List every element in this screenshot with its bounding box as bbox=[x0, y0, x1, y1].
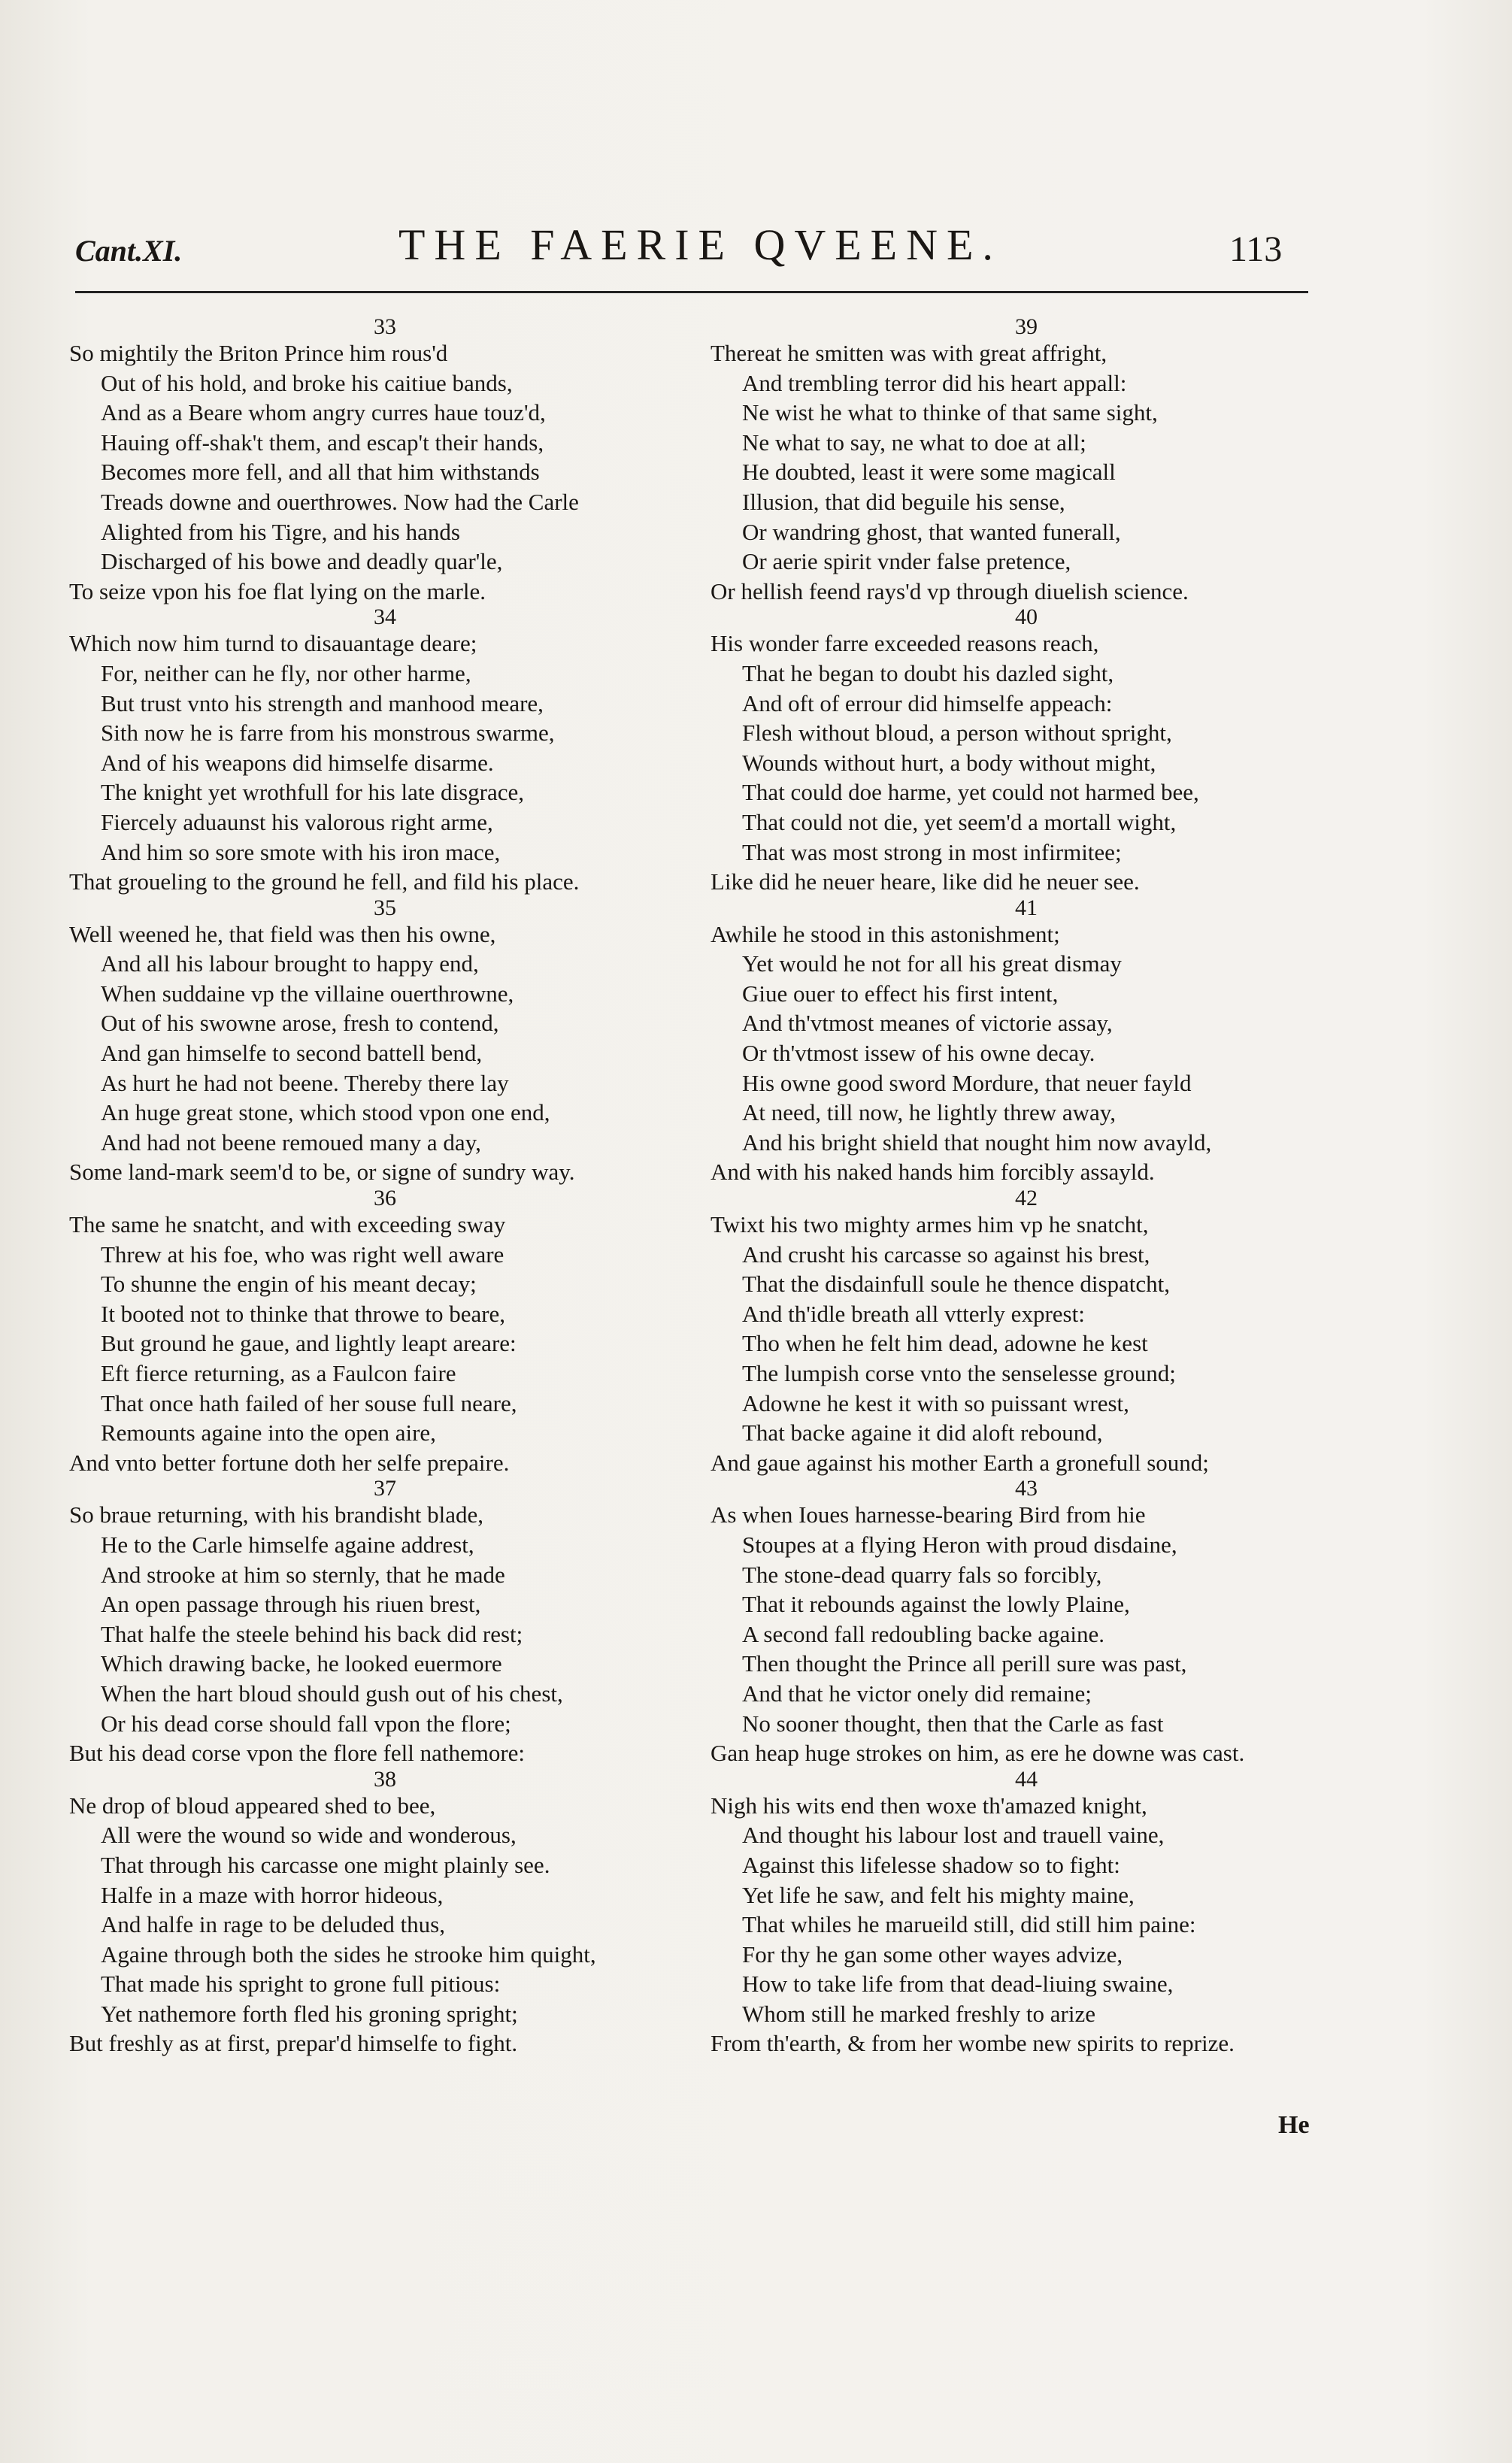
stanza bbox=[711, 316, 1312, 606]
verse-line: How to take life from that dead-liuing swaine, bbox=[742, 1971, 1174, 1998]
verse-line: Ne wist he what to thinke of that same sight, bbox=[742, 399, 1158, 426]
verse-line: And with his naked hands him forcibly assayld. bbox=[711, 1159, 1155, 1186]
verse-line: Or hellish feend rays'd vp through diuelish science. bbox=[711, 577, 1189, 604]
verse-line: And vnto better fortune doth her selfe prepaire. bbox=[69, 1449, 510, 1476]
verse-line: Illusion, that did beguile his sense, bbox=[742, 488, 1065, 515]
verse-line: From th'earth, & from her wombe new spirits to reprize. bbox=[711, 2030, 1235, 2057]
verse-line: Adowne he kest it with so puissant wrest, bbox=[742, 1389, 1129, 1416]
verse-line: The stone-dead quarry fals so forcibly, bbox=[742, 1561, 1102, 1588]
running-title: THE FAERIE QVEENE. bbox=[398, 220, 1002, 269]
verse-line: The lumpish corse vnto the senselesse ground; bbox=[742, 1360, 1176, 1386]
stanza-number: 44 bbox=[1015, 1766, 1038, 1792]
verse-line: Out of his swowne arose, fresh to contend, bbox=[101, 1010, 499, 1037]
verse-line: But ground he gaue, and lightly leapt areare: bbox=[101, 1330, 517, 1357]
verse-line: Twixt his two mighty armes him vp he snatcht, bbox=[711, 1211, 1149, 1238]
verse-line: And all his labour brought to happy end, bbox=[101, 950, 479, 977]
verse-line: That the disdainfull soule he thence dispatcht, bbox=[742, 1271, 1171, 1298]
stanza-number: 38 bbox=[374, 1766, 396, 1792]
verse-line: Wounds without hurt, a body without might, bbox=[742, 749, 1156, 776]
verse-line: Against this lifelesse shadow so to fight: bbox=[742, 1851, 1120, 1878]
verse-line: And th'idle breath all vtterly exprest: bbox=[742, 1300, 1085, 1327]
verse-line: He to the Carle himselfe againe addrest, bbox=[101, 1531, 474, 1558]
verse-line: And trembling terror did his heart appall: bbox=[742, 369, 1127, 396]
verse-line: Thereat he smitten was with great affright, bbox=[711, 340, 1107, 366]
stanza-number: 40 bbox=[1015, 604, 1038, 630]
verse-line: Alighted from his Tigre, and his hands bbox=[101, 518, 460, 545]
stanza-number: 36 bbox=[374, 1186, 396, 1211]
verse-line: Halfe in a maze with horror hideous, bbox=[101, 1881, 444, 1908]
right-column bbox=[711, 316, 1312, 2059]
verse-line: And oft of errour did himselfe appeach: bbox=[742, 689, 1113, 716]
verse-line: To seize vpon his foe flat lying on the marle. bbox=[69, 577, 486, 604]
verse-line: That groueling to the ground he fell, and fild his place. bbox=[69, 868, 580, 895]
verse-line: When suddaine vp the villaine ouerthrowne, bbox=[101, 980, 514, 1007]
verse-line: And thought his labour lost and trauell vaine, bbox=[742, 1822, 1165, 1849]
verse-line: Fiercely aduaunst his valorous right arme, bbox=[101, 808, 493, 835]
verse-line: The knight yet wrothfull for his late disgrace, bbox=[101, 779, 525, 806]
verse-line: Hauing off-shak't them, and escap't their hands, bbox=[101, 429, 544, 456]
verse-line: Eft fierce returning, as a Faulcon faire bbox=[101, 1360, 456, 1386]
stanza bbox=[69, 1768, 671, 2059]
verse-line: That could doe harme, yet could not harmed bee, bbox=[742, 779, 1199, 806]
verse-line: Or his dead corse should fall vpon the flore; bbox=[101, 1710, 511, 1737]
verse-line: The same he snatcht, and with exceeding sway bbox=[69, 1211, 506, 1238]
verse-line: Yet life he saw, and felt his mighty maine, bbox=[742, 1881, 1135, 1908]
verse-line: Yet would he not for all his great dismay bbox=[742, 950, 1122, 977]
verse-line: Ne what to say, ne what to doe at all; bbox=[742, 429, 1086, 456]
verse-line: Yet nathemore forth fled his groning spright; bbox=[101, 2000, 518, 2027]
stanza bbox=[69, 606, 671, 896]
stanza-number: 34 bbox=[374, 604, 396, 630]
verse-line: That whiles he marueild still, did still him paine: bbox=[742, 1911, 1196, 1938]
canto-label: Cant.XI. bbox=[75, 234, 183, 268]
verse-line: And his bright shield that nought him now avayld, bbox=[742, 1128, 1212, 1156]
verse-line: Sith now he is farre from his monstrous swarme, bbox=[101, 720, 555, 747]
verse-line: Tho when he felt him dead, adowne he kest bbox=[742, 1330, 1148, 1357]
verse-line: But trust vnto his strength and manhood meare, bbox=[101, 689, 544, 716]
verse-line: At need, till now, he lightly threw away, bbox=[742, 1099, 1117, 1126]
verse-line: Which drawing backe, he looked euermore bbox=[101, 1650, 502, 1677]
verse-line: Stoupes at a flying Heron with proud disdaine, bbox=[742, 1531, 1177, 1558]
verse-line: And strooke at him so sternly, that he made bbox=[101, 1561, 505, 1588]
stanza-number: 33 bbox=[374, 314, 396, 339]
verse-line: For, neither can he fly, nor other harme, bbox=[101, 659, 471, 686]
verse-line: Or wandring ghost, that wanted funerall, bbox=[742, 518, 1121, 545]
left-column bbox=[69, 316, 671, 2059]
verse-line: And had not beene remoued many a day, bbox=[101, 1128, 481, 1156]
stanza-number: 37 bbox=[374, 1476, 396, 1501]
verse-line: Whom still he marked freshly to arize bbox=[742, 2000, 1096, 2027]
verse-line: Well weened he, that field was then his owne, bbox=[69, 920, 496, 947]
verse-line: For thy he gan some other wayes advize, bbox=[742, 1940, 1123, 1968]
verse-line: And crusht his carcasse so against his brest, bbox=[742, 1241, 1150, 1268]
stanza bbox=[69, 1187, 671, 1477]
verse-line: Discharged of his bowe and deadly quar'le, bbox=[101, 548, 503, 575]
verse-line: And as a Beare whom angry curres haue touz'd, bbox=[101, 399, 546, 426]
verse-line: Threw at his foe, who was right well aware bbox=[101, 1241, 505, 1268]
verse-line: That once hath failed of her souse full neare, bbox=[101, 1389, 517, 1416]
verse-line: When the hart bloud should gush out of his chest, bbox=[101, 1680, 563, 1707]
verse-line: All were the wound so wide and wonderous, bbox=[101, 1822, 517, 1849]
verse-line: Which now him turnd to disauantage deare; bbox=[69, 630, 477, 657]
verse-line: Nigh his wits end then woxe th'amazed knight, bbox=[711, 1792, 1147, 1819]
stanza bbox=[69, 316, 671, 606]
verse-line: Treads downe and ouerthrowes. Now had the Carle bbox=[101, 488, 579, 515]
verse-line: That through his carcasse one might plainly see. bbox=[101, 1851, 550, 1878]
verse-line: And halfe in rage to be deluded thus, bbox=[101, 1911, 445, 1938]
verse-line: That made his spright to grone full pitious: bbox=[101, 1971, 501, 1998]
verse-line: Or aerie spirit vnder false pretence, bbox=[742, 548, 1071, 575]
verse-line: As hurt he had not beene. Thereby there lay bbox=[101, 1069, 509, 1096]
verse-line: And him so sore smote with his iron mace, bbox=[101, 838, 501, 865]
verse-line: He doubted, least it were some magicall bbox=[742, 459, 1116, 486]
page-number: 113 bbox=[1229, 229, 1283, 269]
stanza-number: 35 bbox=[374, 895, 396, 920]
verse-line: A second fall redoubling backe againe. bbox=[742, 1620, 1105, 1647]
verse-line: Like did he neuer heare, like did he neuer see. bbox=[711, 868, 1140, 895]
verse-line: So mightily the Briton Prince him rous'd bbox=[69, 340, 448, 366]
verse-line: That backe againe it did aloft rebound, bbox=[742, 1419, 1103, 1447]
verse-line: And gaue against his mother Earth a gronefull sound; bbox=[711, 1449, 1209, 1476]
verse-line: Out of his hold, and broke his caitiue bands, bbox=[101, 369, 513, 396]
stanza bbox=[711, 606, 1312, 896]
verse-line: That he began to doubt his dazled sight, bbox=[742, 659, 1114, 686]
verse-line: Or th'vtmost issew of his owne decay. bbox=[742, 1040, 1095, 1067]
verse-line: That halfe the steele behind his back did rest; bbox=[101, 1620, 523, 1647]
header-rule bbox=[75, 291, 1308, 293]
verse-line: So braue returning, with his brandisht blade, bbox=[69, 1501, 484, 1528]
verse-line: But freshly as at first, prepar'd himselfe to fight. bbox=[69, 2030, 518, 2057]
stanza bbox=[711, 897, 1312, 1187]
verse-line: Some land-mark seem'd to be, or signe of sundry way. bbox=[69, 1159, 575, 1186]
verse-line: That could not die, yet seem'd a mortall wight, bbox=[742, 808, 1177, 835]
stanza bbox=[69, 897, 671, 1187]
verse-line: Againe through both the sides he strooke him quight, bbox=[101, 1940, 596, 1968]
verse-line: No sooner thought, then that the Carle as fast bbox=[742, 1710, 1164, 1737]
verse-line: And that he victor onely did remaine; bbox=[742, 1680, 1092, 1707]
verse-line: Gan heap huge strokes on him, as ere he downe was cast. bbox=[711, 1740, 1245, 1767]
verse-line: And th'vtmost meanes of victorie assay, bbox=[742, 1010, 1113, 1037]
stanza bbox=[711, 1477, 1312, 1768]
verse-line: Ne drop of bloud appeared shed to bee, bbox=[69, 1792, 436, 1819]
verse-line: Giue ouer to effect his first intent, bbox=[742, 980, 1059, 1007]
verse-line: His owne good sword Mordure, that neuer fayld bbox=[742, 1069, 1192, 1096]
running-header bbox=[75, 220, 1308, 280]
stanza bbox=[711, 1768, 1312, 2059]
stanza bbox=[711, 1187, 1312, 1477]
verse-line: Becomes more fell, and all that him withstands bbox=[101, 459, 540, 486]
verse-line: An open passage through his riuen brest, bbox=[101, 1591, 481, 1618]
verse-line: Flesh without bloud, a person without spright, bbox=[742, 720, 1172, 747]
verse-line: It booted not to thinke that throwe to beare, bbox=[101, 1300, 506, 1327]
verse-line: And gan himselfe to second battell bend, bbox=[101, 1040, 483, 1067]
stanza bbox=[69, 1477, 671, 1768]
verse-line: And of his weapons did himselfe disarme. bbox=[101, 749, 494, 776]
stanza-number: 39 bbox=[1015, 314, 1038, 339]
verse-line: That was most strong in most infirmitee; bbox=[742, 838, 1122, 865]
verse-line: But his dead corse vpon the flore fell nathemore: bbox=[69, 1740, 526, 1767]
catchword: He bbox=[1278, 2111, 1310, 2139]
stanza-number: 42 bbox=[1015, 1186, 1038, 1211]
verse-line: Remounts againe into the open aire, bbox=[101, 1419, 436, 1447]
verse-line: That it rebounds against the lowly Plaine, bbox=[742, 1591, 1130, 1618]
stanza-number: 43 bbox=[1015, 1476, 1038, 1501]
verse-line: His wonder farre exceeded reasons reach, bbox=[711, 630, 1099, 657]
verse-line: As when Ioues harnesse-bearing Bird from hie bbox=[711, 1501, 1146, 1528]
verse-line: Awhile he stood in this astonishment; bbox=[711, 920, 1060, 947]
verse-line: To shunne the engin of his meant decay; bbox=[101, 1271, 477, 1298]
verse-line: Then thought the Prince all perill sure was past, bbox=[742, 1650, 1187, 1677]
verse-line: An huge great stone, which stood vpon one end, bbox=[101, 1099, 550, 1126]
stanza-number: 41 bbox=[1015, 895, 1038, 920]
